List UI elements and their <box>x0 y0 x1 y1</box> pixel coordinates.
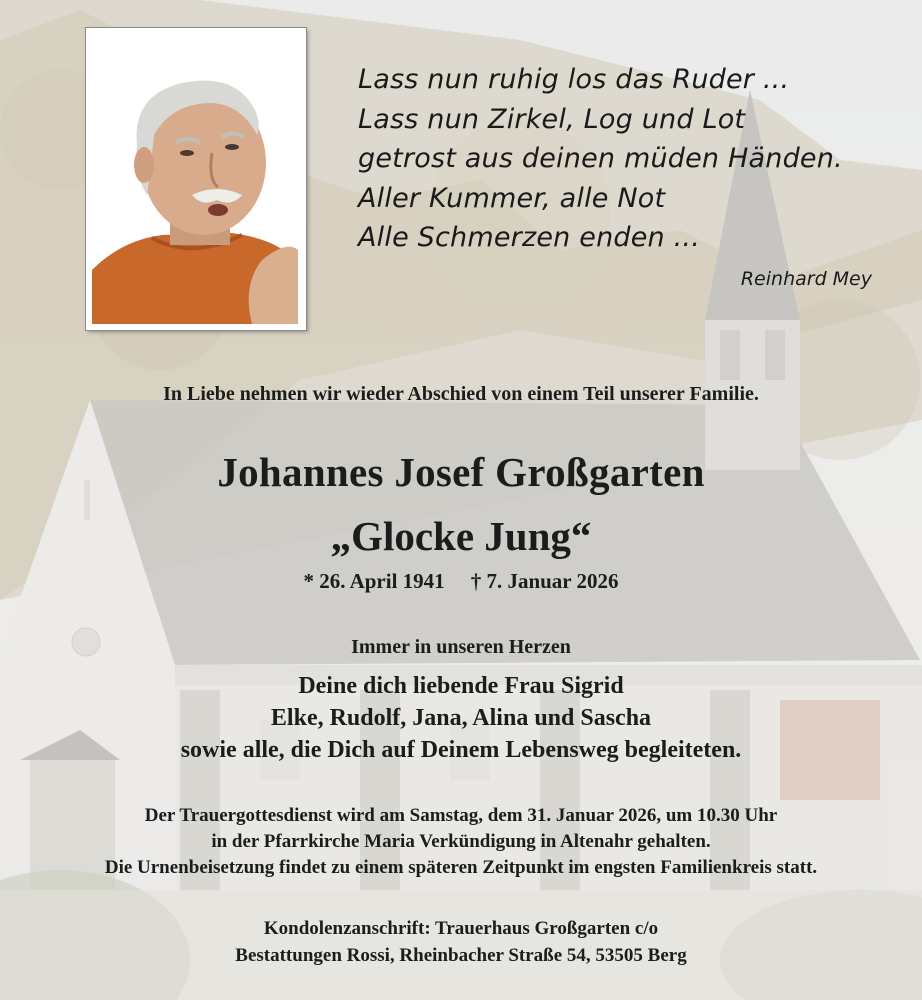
poem-line: Lass nun Zirkel, Log und Lot <box>358 103 746 135</box>
poem-line: Lass nun ruhig los das Ruder ... <box>358 64 790 95</box>
service-line: Die Urnenbeisetzung findet zu einem späteren Zeitpunkt im engsten Familienkreis statt. <box>104 857 818 878</box>
condolence-line: Kondolenzanschrift: Trauerhaus Großgarten c/o <box>263 918 659 939</box>
poem-line: Aller Kummer, alle Not <box>358 182 666 214</box>
condolence-address <box>0 915 922 969</box>
poem-line: getrost aus deinen müden Händen. <box>358 143 843 174</box>
life-dates <box>0 569 922 594</box>
memory-line: Immer in unseren Herzen <box>351 636 571 658</box>
mourner-line: Elke, Rudolf, Jana, Alina und Sascha <box>270 705 652 731</box>
service-line: in der Pfarrkirche Maria Verkündigung in Altenahr gehalten. <box>211 831 711 852</box>
mourner-line: sowie alle, die Dich auf Deinem Lebensweg begleiteten. <box>180 737 742 763</box>
intro-line: In Liebe nehmen wir wieder Abschied von einem Teil unserer Familie. <box>163 383 759 405</box>
deceased-name: Johannes Josef Großgarten <box>217 449 705 495</box>
poem-author: Reinhard Mey <box>740 268 872 290</box>
mourners-list <box>0 670 922 766</box>
portrait-photo <box>92 35 298 324</box>
poem-line: Alle Schmerzen enden ... <box>358 222 700 253</box>
birth-date: * 26. April 1941 <box>303 569 445 593</box>
deceased-nickname: „Glocke Jung“ <box>330 513 592 559</box>
death-date: † 7. Januar 2026 <box>470 569 619 593</box>
portrait-frame <box>86 28 306 330</box>
mourner-line: Deine dich liebende Frau Sigrid <box>298 673 624 699</box>
service-line: Der Trauergottesdienst wird am Samstag, dem 31. Januar 2026, um 10.30 Uhr <box>144 805 778 826</box>
service-info <box>0 803 922 881</box>
condolence-line: Bestattungen Rossi, Rheinbacher Straße 54, 53505 Berg <box>235 945 687 966</box>
poem <box>358 60 878 258</box>
